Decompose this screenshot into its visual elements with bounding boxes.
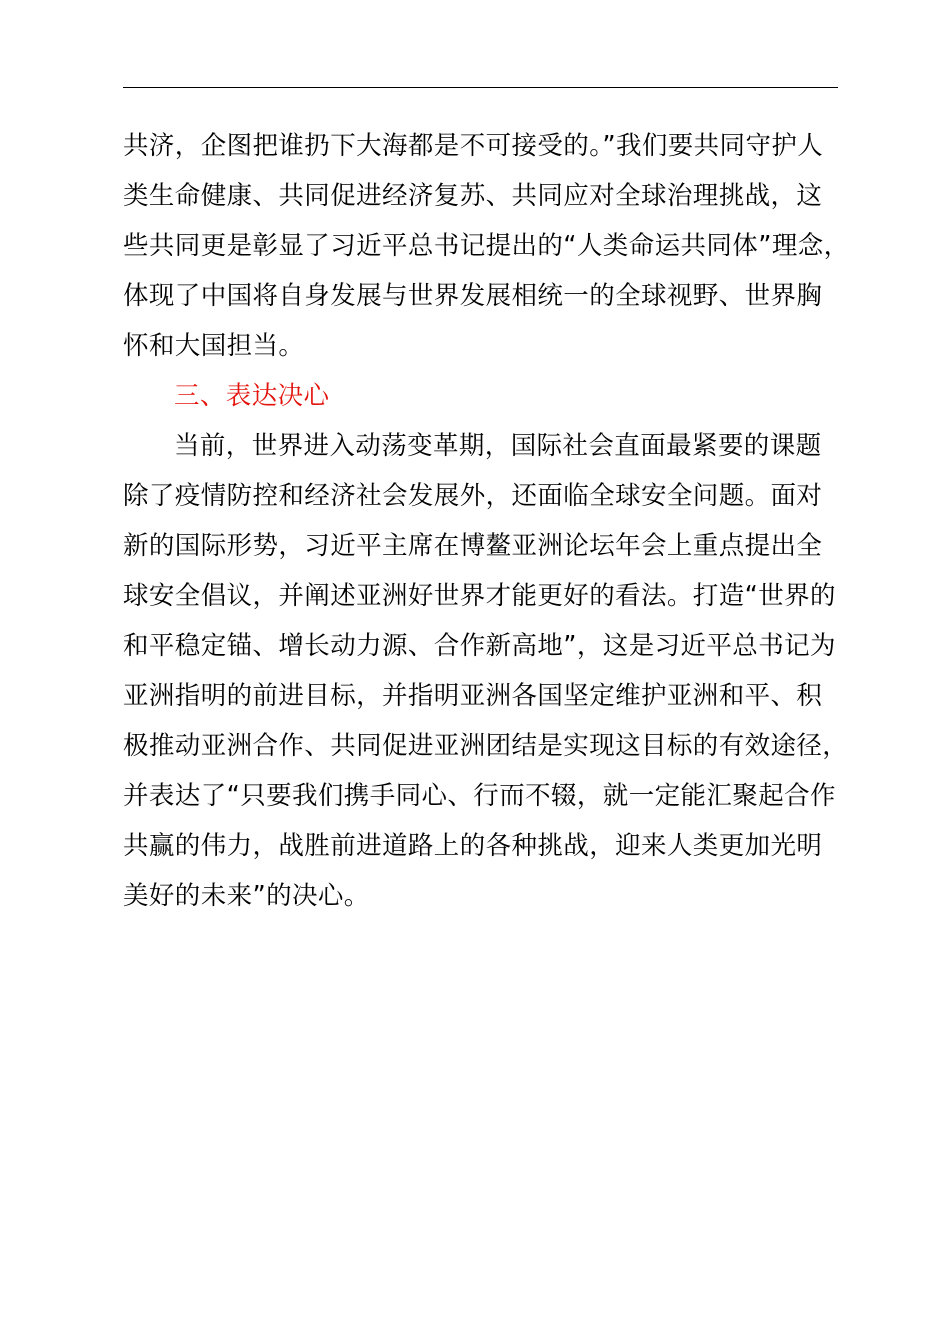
text-line: 类生命健康、共同促进经济复苏、共同应对全球治理挑战，这: [123, 181, 823, 211]
text-line: 亚洲指明的前进目标，并指明亚洲各国坚定维护亚洲和平、积: [123, 681, 823, 711]
text-line: 些共同更是彰显了习近平总书记提出的“人类命运共同体”理念，: [123, 231, 850, 261]
text-line: 并表达了“只要我们携手同心、行而不辍，就一定能汇聚起合作: [123, 781, 836, 811]
paragraph-continuation: [123, 121, 850, 371]
text-line: 和平稳定锚、增长动力源、合作新高地”，这是习近平总书记为: [123, 631, 836, 661]
text-line: 共赢的伟力，战胜前进道路上的各种挑战，迎来人类更加光明: [123, 831, 823, 861]
text-line: 球安全倡议，并阐述亚洲好世界才能更好的看法。打造“世界的: [123, 581, 836, 611]
text-line: 新的国际形势，习近平主席在博鳌亚洲论坛年会上重点提出全: [123, 531, 823, 561]
text-line: 体现了中国将自身发展与世界发展相统一的全球视野、世界胸: [123, 281, 823, 311]
text-line: 共济，企图把谁扔下大海都是不可接受的。”我们要共同守护人: [123, 131, 824, 161]
header-rule: [123, 87, 838, 88]
text-line: 怀和大国担当。: [123, 331, 305, 361]
paragraph-determination: [123, 421, 849, 921]
text-line: 当前，世界进入动荡变革期，国际社会直面最紧要的课题: [174, 431, 822, 461]
section-heading: 三、表达决心: [174, 381, 330, 411]
text-line: 除了疫情防控和经济社会发展外，还面临全球安全问题。面对: [123, 481, 823, 511]
text-line: 美好的未来”的决心。: [123, 881, 370, 911]
text-line: 极推动亚洲合作、共同促进亚洲团结是实现这目标的有效途径，: [123, 731, 849, 761]
document-body: [123, 121, 850, 921]
